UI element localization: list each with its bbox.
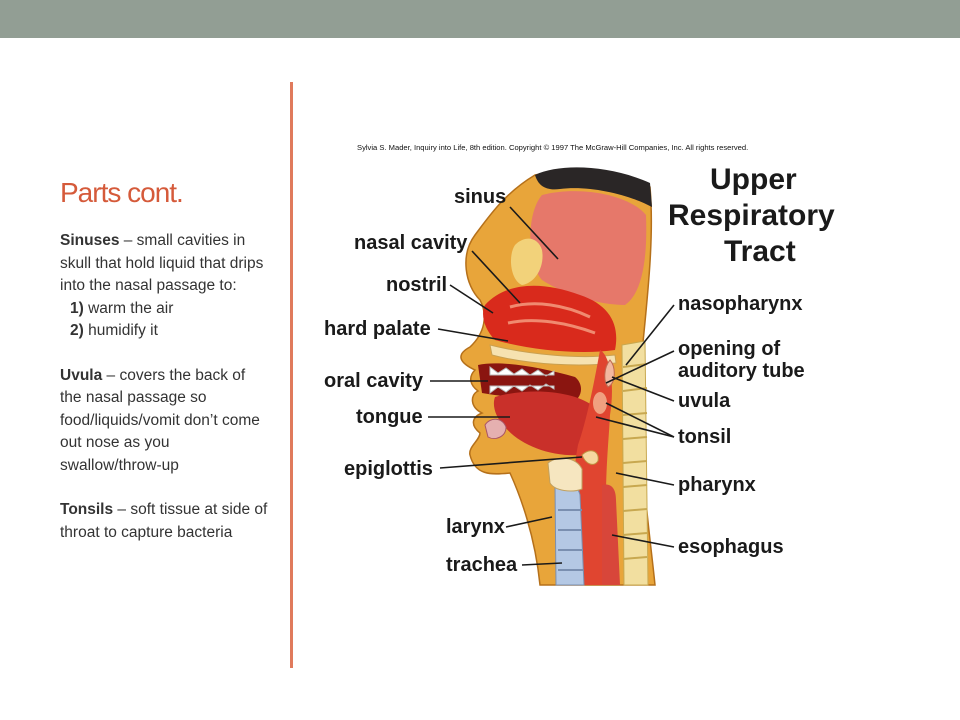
respiratory-tract-diagram xyxy=(310,155,850,595)
label-pharynx: pharynx xyxy=(678,474,756,496)
label-uvula: uvula xyxy=(678,390,731,412)
item-2-number: 2) xyxy=(70,322,84,339)
label-trachea: trachea xyxy=(446,554,518,576)
spine xyxy=(622,341,648,585)
figure-title-line-1: Upper xyxy=(710,163,797,196)
label-oral-cavity: oral cavity xyxy=(324,370,423,392)
item-1-text: warm the air xyxy=(83,299,174,317)
tonsils-paragraph xyxy=(60,499,270,544)
label-tonsil: tonsil xyxy=(678,426,732,448)
top-bar xyxy=(0,0,960,38)
sinuses-item-1 xyxy=(60,298,270,321)
figure-title-line-2: Respiratory xyxy=(668,199,835,232)
sinuses-desc: – small cavities in skull that hold liquid that drips into the nasal passage to: xyxy=(60,232,264,294)
sinuses-term: Sinuses xyxy=(60,232,120,249)
vertical-divider xyxy=(290,82,293,668)
item-2-text: humidify it xyxy=(83,322,158,339)
label-hard-palate: hard palate xyxy=(324,318,431,340)
label-larynx: larynx xyxy=(446,516,505,538)
uvula-term: Uvula xyxy=(60,366,103,384)
figure-title-line-3: Tract xyxy=(724,235,796,268)
body-text xyxy=(60,230,270,544)
tonsils-desc: – soft tissue at side of throat to capture bacteria xyxy=(60,501,268,541)
label-sinus: sinus xyxy=(454,186,507,208)
label-esophagus: esophagus xyxy=(678,536,784,558)
label-tongue: tongue xyxy=(356,406,423,428)
slide-title: Parts cont. xyxy=(60,177,183,208)
uvula-paragraph xyxy=(60,365,270,478)
uvula-desc: – covers the back of the nasal passage so food/liquids/vomit don’t come out nose as you swallow/throw-up xyxy=(60,366,260,474)
sinuses-item-2 xyxy=(60,320,270,343)
sinuses-paragraph xyxy=(60,230,270,298)
label-nasopharynx: nasopharynx xyxy=(678,293,803,315)
item-1-number: 1) xyxy=(70,299,84,317)
label-opening-line-1: opening of xyxy=(678,338,781,360)
label-epiglottis: epiglottis xyxy=(344,458,433,480)
larynx-shape xyxy=(548,458,582,491)
label-nostril: nostril xyxy=(386,274,448,296)
label-opening-line-2: auditory tube xyxy=(678,360,805,382)
figure-credit: Sylvia S. Mader, Inquiry into Life, 8th edition. Copyright © 1997 The McGraw-Hill Companies, Inc. All rights reserved. xyxy=(357,143,749,152)
tonsil-shape xyxy=(593,392,607,414)
label-nasal-cavity: nasal cavity xyxy=(354,232,468,254)
tonsils-term: Tonsils xyxy=(60,501,114,518)
